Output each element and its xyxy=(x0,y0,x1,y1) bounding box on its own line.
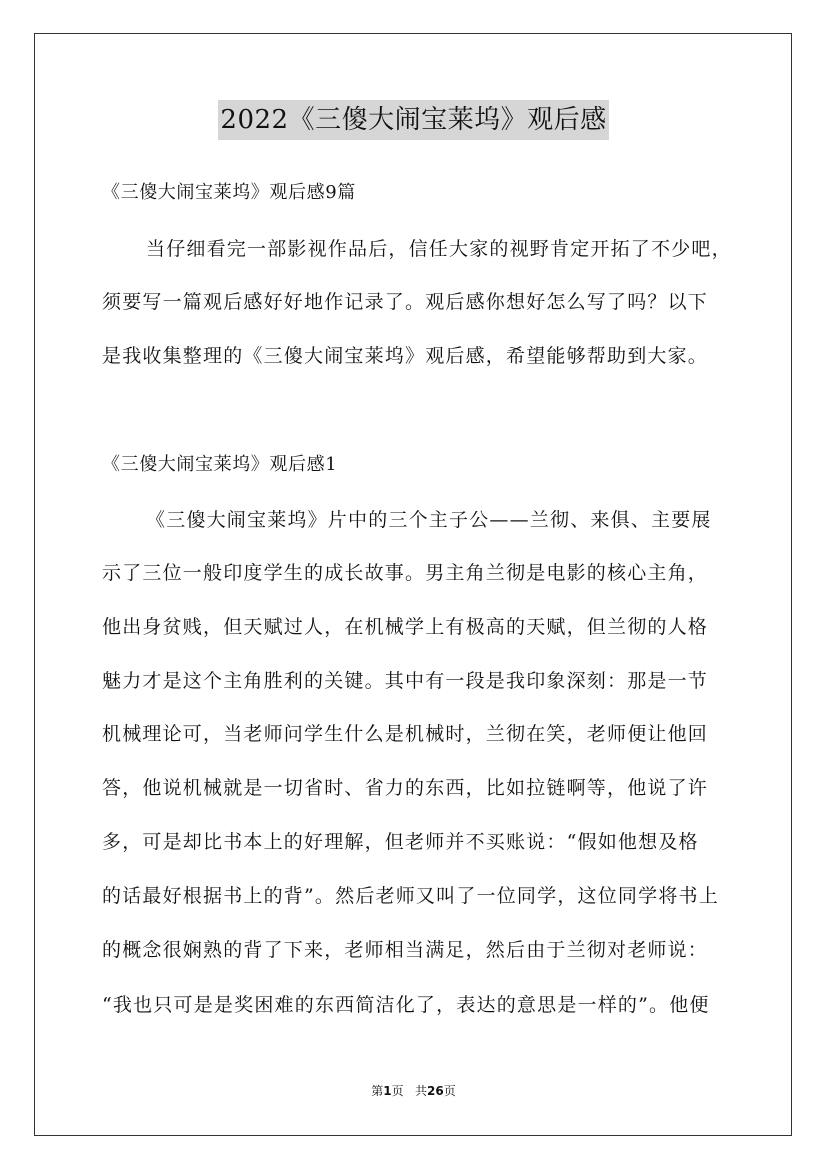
body-line: 《三傻大闹宝莱坞》片中的三个主子公——兰彻、来俱、主要展 xyxy=(146,509,712,531)
intro-line: 当仔细看完一部影视作品后，信任大家的视野肯定开拓了不少吧， xyxy=(146,238,732,260)
footer-page-mid: 页 共 xyxy=(391,1084,428,1098)
body-line: 多，可是却比书本上的好理解，但老师并不买账说：“假如他想及格 xyxy=(102,831,699,853)
body-line: “我也只可是是奖困难的东西简洁化了，表达的意思是一样的”。他便 xyxy=(102,994,710,1016)
footer-page-prefix: 第 xyxy=(371,1084,384,1098)
footer-page-suffix: 页 xyxy=(443,1084,456,1098)
page-footer xyxy=(0,1083,827,1099)
intro-line: 是我收集整理的《三傻大闹宝莱坞》观后感，希望能够帮助到大家。 xyxy=(102,345,709,367)
footer-page-number: 1 xyxy=(383,1084,392,1098)
body-line: 机械理论可，当老师问学生什么是机械时，兰彻在笑，老师便让他回 xyxy=(102,723,709,745)
body-line: 魅力才是这个主角胜利的关键。其中有一段是我印象深刻：那是一节 xyxy=(102,670,709,692)
intro-line: 须要写一篇观后感好好地作记录了。观后感你想好怎么写了吗？以下 xyxy=(102,291,709,313)
title-container xyxy=(0,100,827,140)
body-line: 的话最好根据书上的背”。然后老师又叫了一位同学，这位同学将书上 xyxy=(102,885,719,907)
body-line: 他出身贫贱，但天赋过人，在机械学上有极高的天赋，但兰彻的人格 xyxy=(102,616,709,638)
body-line: 答，他说机械就是一切省时、省力的东西，比如拉链啊等，他说了许 xyxy=(102,777,709,799)
body-line: 示了三位一般印度学生的成长故事。男主角兰彻是电影的核心主角， xyxy=(102,562,709,584)
footer-total-pages: 26 xyxy=(427,1084,444,1098)
body-line: 的概念很娴熟的背了下来，老师相当满足，然后由于兰彻对老师说： xyxy=(102,939,709,961)
section-heading: 《三傻大闹宝莱坞》观后感1 xyxy=(102,454,338,475)
document-subtitle: 《三傻大闹宝莱坞》观后感9篇 xyxy=(102,182,356,203)
document-title: 2022《三傻大闹宝莱坞》观后感 xyxy=(218,100,608,140)
